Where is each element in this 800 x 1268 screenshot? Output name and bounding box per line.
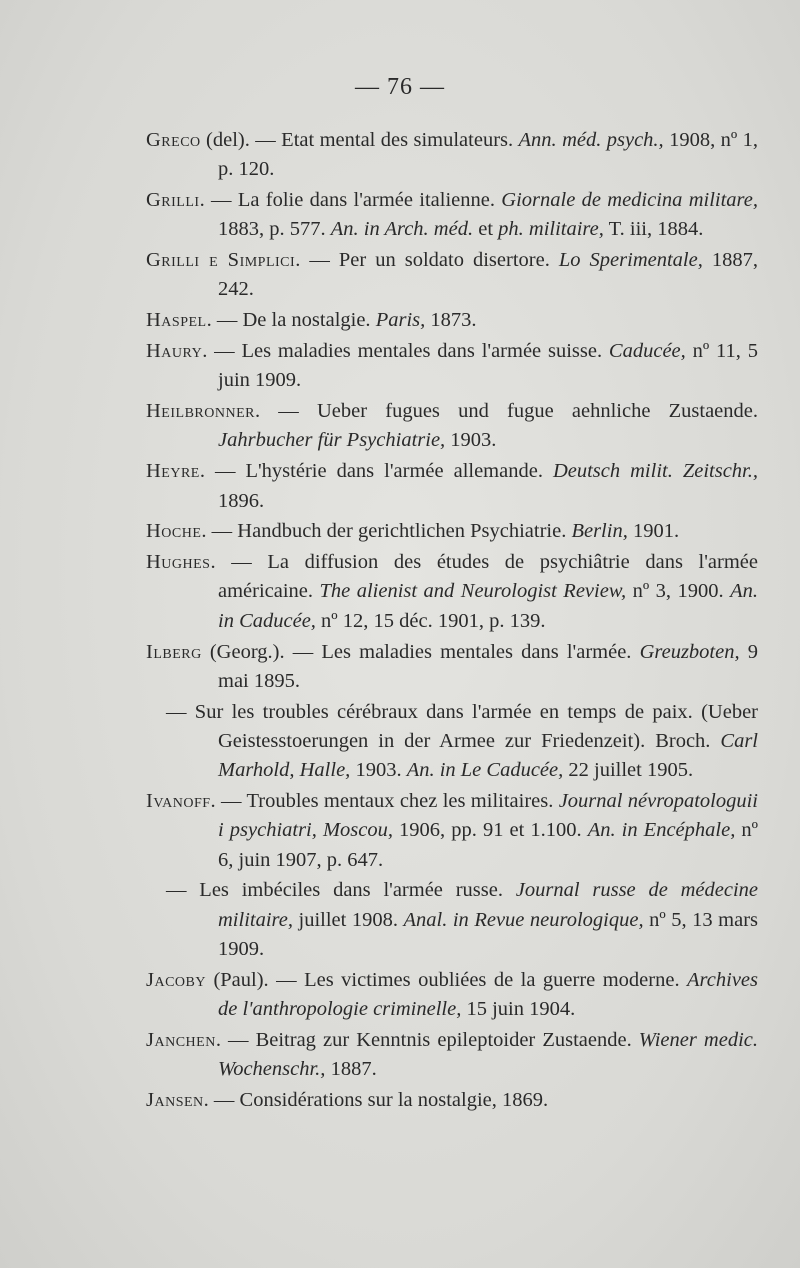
- bibliography-entry: Jansen. — Considérations sur la nostalgie, 1869.: [146, 1089, 549, 1111]
- bibliography-entry: Jacoby (Paul). — Les victimes oubliées de la guerre moderne. Archives de l'anthropologie criminelle, 15 juin 1904.: [146, 968, 758, 1021]
- entry-author: Grilli: [146, 189, 200, 212]
- bibliography-entry-continuation: — Sur les troubles cérébraux dans l'armée en temps de paix. (Ueber Geistesstoerungen in der Armee zur Friedenzeit). Broch. Carl Marhold, Halle, 1903. An. in Le Caducée, 22 juillet 1905.: [166, 700, 758, 782]
- bibliography-entry: Ivanoff. — Troubles mentaux chez les militaires. Journal névropatologuii i psychiatri, Moscou, 1906, pp. 91 et 1.100. An. in Encéphale, nº 6, juin 1907, p. 647.: [146, 790, 759, 871]
- entry-author: Haury: [146, 340, 203, 363]
- entry-author: Heyre: [146, 460, 200, 483]
- bibliography-entry: Janchen. — Beitrag zur Kenntnis epileptoider Zustaende. Wiener medic. Wochenschr., 1887.: [146, 1028, 758, 1081]
- entry-author: Hoche: [146, 520, 202, 543]
- bibliography-entry: Heilbronner. — Ueber fugues und fugue aehnliche Zustaende. Jahrbucher für Psychiatrie, 1903.: [146, 400, 758, 452]
- entry-author: Janchen: [146, 1028, 216, 1051]
- entry-author: Hughes: [146, 551, 211, 574]
- entry-author: Greco: [146, 129, 201, 151]
- bibliography-entry: Hoche. — Handbuch der gerichtlichen Psychiatrie. Berlin, 1901.: [146, 520, 680, 543]
- bibliography-entry: Hughes. — La diffusion des études de psychiâtrie dans l'armée américaine. The alienist and Neurologist Review, nº 3, 1900. An. in Caducée, nº 12, 15 déc. 1901, p. 139.: [146, 551, 758, 632]
- entry-author: Ivanoff: [146, 790, 211, 813]
- entry-author: Jacoby: [146, 968, 206, 991]
- entry-author: Heilbronner: [146, 400, 255, 423]
- bibliography-entry-continuation: — Les imbéciles dans l'armée russe. Journal russe de médecine militaire, juillet 1908. Anal. in Revue neurologique, nº 5, 13 mars 1909.: [166, 879, 758, 961]
- entry-author: Ilberg: [146, 640, 202, 663]
- bibliography-entry: Ilberg (Georg.). — Les maladies mentales dans l'armée. Greuzboten, 9 mai 1895.: [146, 640, 758, 692]
- bibliography-entry: Greco (del). — Etat mental des simulateurs. Ann. méd. psych., 1908, nº 1, p. 120.: [146, 129, 758, 181]
- bibliography-entry: Grilli e Simplici. — Per un soldato disertore. Lo Sperimentale, 1887, 242.: [146, 249, 758, 301]
- entry-author: Haspel: [146, 309, 207, 332]
- bibliography-entry: Haury. — Les maladies mentales dans l'armée suisse. Caducée, nº 11, 5 juin 1909.: [146, 340, 758, 392]
- bibliography-list: [146, 126, 758, 1117]
- entry-author: Grilli e Simplici: [146, 249, 296, 272]
- page-number: — 76 —: [355, 74, 445, 100]
- bibliography-entry: Grilli. — La folie dans l'armée italienne. Giornale de medicina militare, 1883, p. 577. An. in Arch. méd. et ph. militaire, T. iii, 1884.: [146, 189, 758, 241]
- entry-author: Jansen: [146, 1089, 204, 1111]
- bibliography-entry: Heyre. — L'hystérie dans l'armée allemande. Deutsch milit. Zeitschr., 1896.: [146, 460, 758, 512]
- bibliography-entry: Haspel. — De la nostalgie. Paris, 1873.: [146, 309, 477, 332]
